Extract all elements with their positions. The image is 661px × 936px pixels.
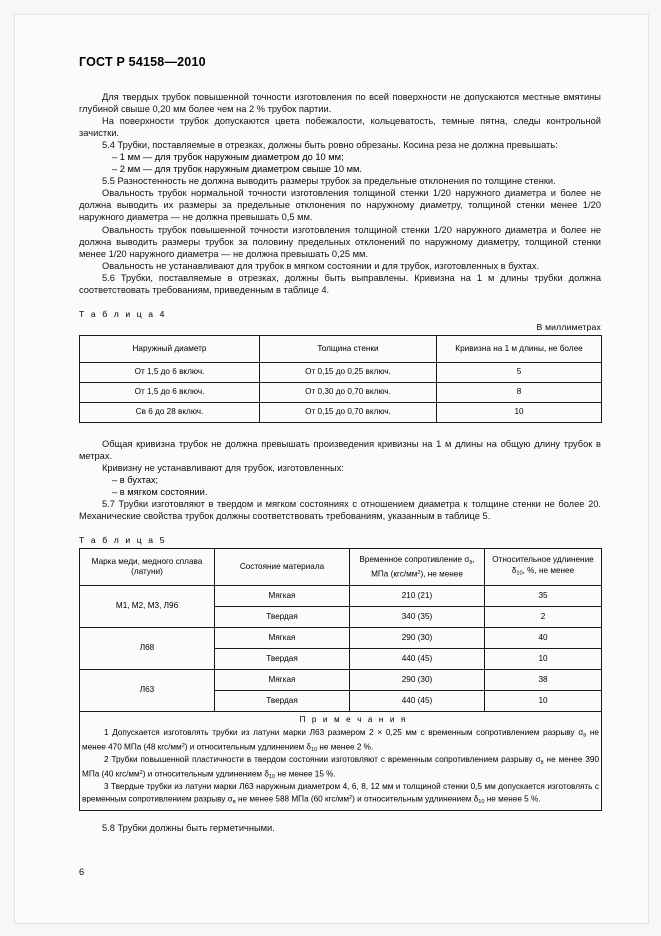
note-1 — [82, 728, 599, 755]
paragraph-ovality-exclusions: Овальность не устанавливают для трубок в мягком состоянии и для трубок, изготовленных в бухтах. — [102, 260, 540, 271]
note-3-part-c: ) и относительным удлинением δ — [352, 794, 479, 804]
tensile-strength-units-b: ), не менее — [420, 569, 463, 579]
clause-5-4-item-1: – 1 мм — для трубок наружным диаметром до 10 мм; — [112, 152, 344, 163]
table-row — [80, 628, 602, 649]
document-content — [79, 55, 601, 834]
note-2 — [82, 755, 599, 782]
table-5-header-elongation — [485, 549, 602, 586]
paragraph-curvature-exclusions: Кривизну не устанавливают для трубок, изготовленных: — [102, 462, 344, 473]
table-5-header-material-state: Состояние материала — [215, 549, 350, 586]
table-5-caption: Т а б л и ц а 5 — [79, 535, 167, 546]
table-5-header-grade: Марка меди, медного сплава (латуни) — [80, 549, 215, 586]
note-1-superscript: 2 — [181, 742, 185, 749]
elongation-symbol: δ — [511, 565, 517, 575]
table-5-cell-elongation: 10 — [485, 649, 602, 670]
standard-title: ГОСТ Р 54158—2010 — [79, 55, 206, 69]
spacer-after-table-4 — [79, 423, 601, 438]
clause-5-4: 5.4 Трубки, поставляемые в отрезках, должны быть ровно обрезаны. Косина реза не должна превышать: — [102, 140, 558, 151]
note-1-part-b: не менее 470 МПа (48 кгс/мм — [82, 727, 599, 752]
note-2-part-d: не менее 15 %. — [275, 769, 336, 779]
table-row — [80, 586, 602, 607]
table-5-cell-state: Твердая — [215, 607, 350, 628]
table-row — [80, 362, 602, 382]
table-5 — [79, 548, 602, 811]
table-5-cell-strength: 210 (21) — [350, 586, 485, 607]
tensile-strength-units-a: МПа (кгс/мм — [371, 569, 418, 579]
tensile-strength-subscript: в — [469, 559, 473, 566]
clause-5-5: 5.5 Разностенность не должна выводить размеры трубок за предельные отклонения по толщине стенки. — [102, 176, 556, 187]
clause-5-4-item-2: – 2 мм — для трубок наружным диаметром свыше 10 мм. — [112, 164, 362, 175]
table-5-notes — [80, 712, 602, 811]
table-5-cell-strength: 290 (30) — [350, 670, 485, 691]
table-5-cell-grade: М1, М2, М3, Л96 — [80, 586, 215, 628]
table-5-cell-elongation: 40 — [485, 628, 602, 649]
tensile-strength-units-superscript: 2 — [417, 569, 421, 576]
table-4-cell-diameter: От 1,5 до 6 включ. — [80, 382, 260, 402]
page-number: 6 — [79, 867, 85, 877]
note-1-part-d: не менее 2 %. — [317, 742, 374, 752]
tensile-strength-comma: , — [472, 554, 475, 564]
note-3-superscript: 2 — [349, 794, 353, 801]
paragraph-ovality-high-precision: Овальность трубок повышенной точности изготовления толщиной стенки 1/20 наружного диаметра и более не должна выводить размеры трубок за половину предельных отклонений по наружному диаметру, толщиной стенки менее 1/20 наружного диаметра — не должна превышать 0,25 мм. — [79, 224, 601, 259]
table-5-cell-strength: 340 (35) — [350, 607, 485, 628]
note-2-part-b: не менее 390 МПа (40 кгс/мм — [82, 754, 600, 779]
table-5-notes-row — [80, 712, 602, 811]
table-row — [80, 382, 602, 402]
table-4-header-wall-thickness: Толщина стенки — [260, 335, 437, 362]
document-sheet — [14, 14, 649, 924]
table-row — [80, 670, 602, 691]
table-4-cell-thickness: От 0,15 до 0,25 включ. — [260, 362, 437, 382]
elongation-tail: , %, не менее — [522, 565, 575, 575]
table-5-cell-elongation: 35 — [485, 586, 602, 607]
table-5-cell-elongation: 2 — [485, 607, 602, 628]
curvature-exclusion-item-2: – в мягком состоянии. — [112, 486, 208, 497]
note-2-superscript: 2 — [139, 769, 143, 776]
note-1-part-c: ) и относительным удлинением δ — [184, 742, 311, 752]
table-row — [80, 402, 602, 422]
elongation-label: Относительное удлинение — [492, 555, 594, 565]
table-4 — [79, 335, 602, 423]
table-4-cell-curvature: 8 — [437, 382, 602, 402]
note-3-part-a: 3 Твердые трубки из латуни марки Л63 наружным диаметром 4, 6, 8, 12 мм и толщиной стенки 0,5 мм допускается изготовлять с временным сопротивлением разрыву σ — [82, 782, 599, 804]
table-4-caption: Т а б л и ц а 4 — [79, 308, 167, 319]
notes-title: П р и м е ч а н и я — [299, 715, 408, 725]
note-3-sigma-subscript: в — [232, 798, 236, 805]
table-4-cell-curvature: 10 — [437, 402, 602, 422]
table-4-cell-diameter: Св 6 до 28 включ. — [80, 402, 260, 422]
table-5-cell-elongation: 10 — [485, 691, 602, 712]
curvature-exclusion-item-1: – в бухтах; — [112, 474, 159, 485]
paragraph-surface-allowances: На поверхности трубок допускаются цвета побежалости, кольцеватость, темные пятна, следы контрольной зачистки. — [79, 116, 601, 139]
table-5-cell-elongation: 38 — [485, 670, 602, 691]
note-2-part-c: ) и относительным удлинением δ — [142, 769, 269, 779]
elongation-subscript: 10 — [516, 570, 523, 577]
table-5-cell-state: Твердая — [215, 649, 350, 670]
note-3-part-b: не менее 588 МПа (60 кгс/мм — [235, 794, 350, 804]
note-1-sigma-subscript: в — [583, 732, 587, 739]
note-2-sigma-subscript: в — [540, 759, 544, 766]
clause-5-7: 5.7 Трубки изготовляют в твердом и мягком состояниях с отношением диаметра к толщине стенки не более 20. Механические свойства трубок должны соответствовать требованиям, указанным в таблице 5. — [79, 499, 601, 522]
table-4-header-curvature: Кривизна на 1 м длины, не более — [437, 335, 602, 362]
table-4-cell-diameter: От 1,5 до 6 включ. — [80, 362, 260, 382]
table-5-cell-state: Мягкая — [215, 586, 350, 607]
table-5-cell-state: Мягкая — [215, 628, 350, 649]
note-1-delta-subscript: 10 — [310, 746, 318, 753]
note-1-part-a: 1 Допускается изготовлять трубки из латуни марки Л63 размером 2 × 0,25 мм с временным сопротивлением разрыву σ — [104, 727, 584, 737]
paragraph-defects-hard-tubes: Для твердых трубок повышенной точности изготовления по всей поверхности не допускаются местные вмятины глубиной свыше 0,20 мм более чем на 2 % трубок партии. — [79, 92, 601, 115]
table-5-cell-state: Твердая — [215, 691, 350, 712]
paragraph-total-curvature: Общая кривизна трубок не должна превышать произведения кривизны на 1 м длины на общую длину трубок в метрах. — [79, 438, 601, 461]
table-5-cell-strength: 290 (30) — [350, 628, 485, 649]
table-4-cell-thickness: От 0,15 до 0,70 включ. — [260, 402, 437, 422]
table-5-cell-grade: Л68 — [80, 628, 215, 670]
tensile-strength-label: Временное сопротивление σ — [359, 554, 470, 564]
table-4-cell-curvature: 5 — [437, 362, 602, 382]
note-3-delta-subscript: 10 — [478, 798, 485, 805]
table-5-header-tensile-strength — [350, 549, 485, 586]
table-5-header-row — [80, 549, 602, 586]
table-4-header-outer-diameter: Наружный диаметр — [80, 335, 260, 362]
table-5-cell-grade: Л63 — [80, 670, 215, 712]
spacer-after-table-5 — [79, 811, 601, 822]
table-5-cell-strength: 440 (45) — [350, 649, 485, 670]
note-3-part-d: не менее 5 %. — [484, 794, 541, 804]
table-4-cell-thickness: От 0,30 до 0,70 включ. — [260, 382, 437, 402]
clause-5-8: 5.8 Трубки должны быть герметичными. — [102, 823, 275, 834]
note-2-delta-subscript: 10 — [268, 773, 276, 780]
clause-5-6: 5.6 Трубки, поставляемые в отрезках, должны быть выправлены. Кривизна на 1 м длины трубки должна соответствовать требованиям, приведенным в таблице 4. — [79, 272, 601, 295]
table-4-header-row — [80, 335, 602, 362]
paragraph-ovality-normal: Овальность трубок нормальной точности изготовления толщиной стенки 1/20 наружного диаметра и более не должна выводить их размеры за предельные отклонения по наружному диаметру, толщиной стенки менее 1/20 наружного диаметра — не должна превышать 0,5 мм. — [79, 188, 601, 223]
note-3 — [82, 782, 599, 807]
table-5-cell-strength: 440 (45) — [350, 691, 485, 712]
table-5-cell-state: Мягкая — [215, 670, 350, 691]
table-4-units: В миллиметрах — [536, 321, 601, 332]
note-2-part-a: 2 Трубки повышенной пластичности в твердом состоянии изготовляют с временным сопротивлением разрыву σ — [104, 754, 541, 764]
